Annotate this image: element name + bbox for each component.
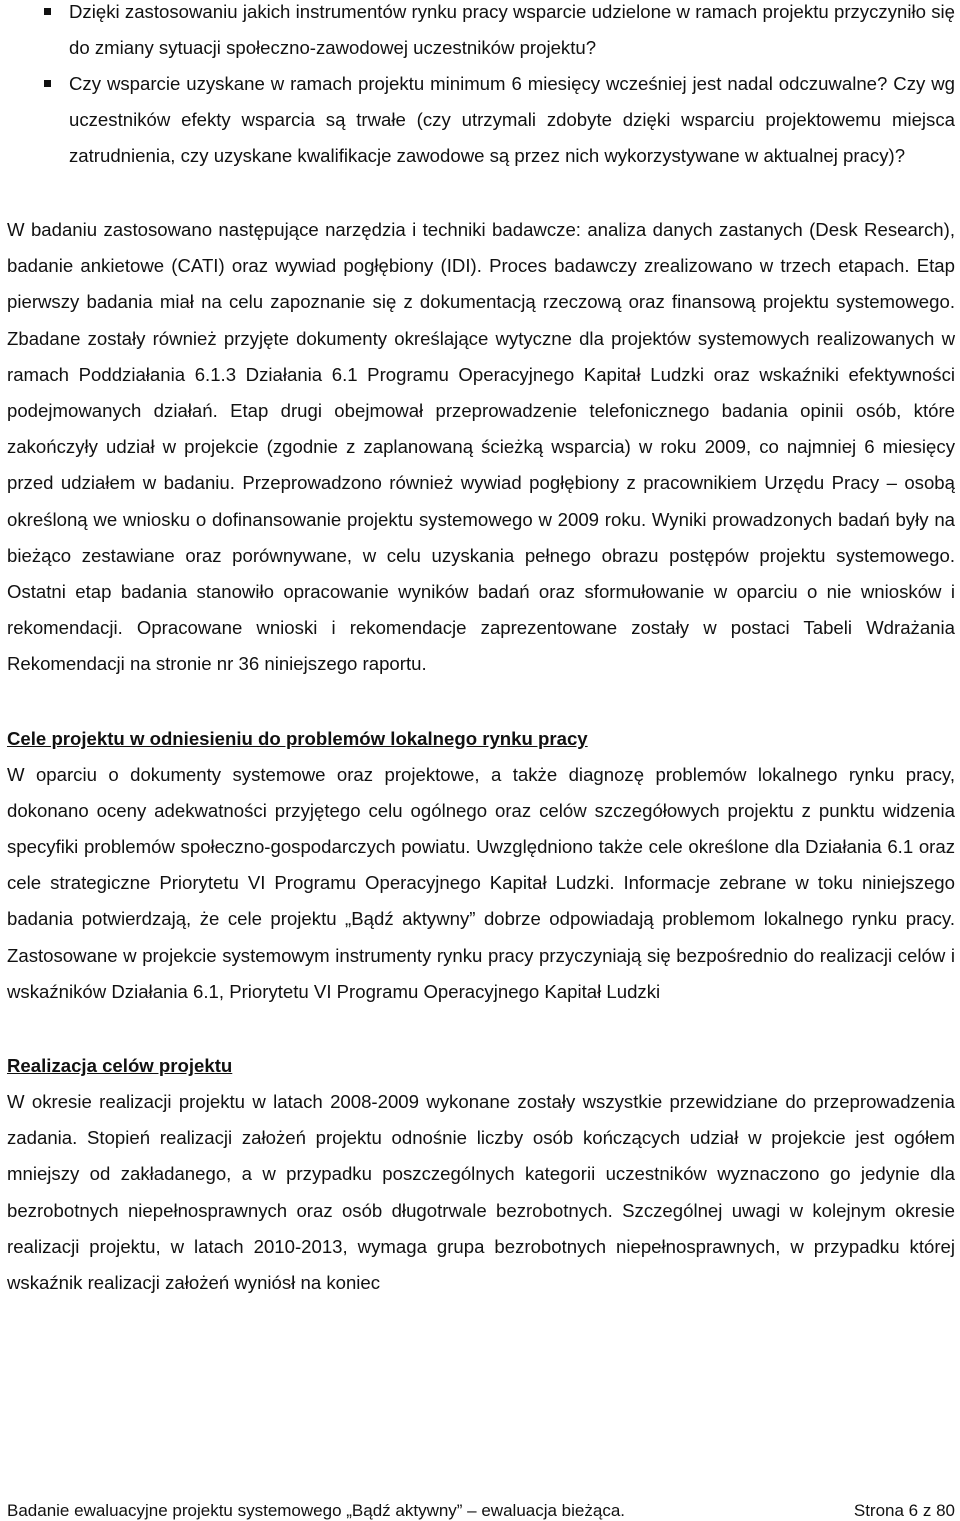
list-item — [7, 0, 955, 66]
page-content — [7, 0, 955, 1301]
methodology-paragraph: W badaniu zastosowano następujące narzędzia i techniki badawcze: analiza danych zastanych (Desk Research), badanie ankietowe (CATI) oraz wywiad pogłębiony (IDI). Proces badawczy zrealizowano w trzech etapach. Etap pierwszy badania miał na celu zapoznanie się z dokumentacją rzeczową oraz finansową projektu systemowego. Zbadane zostały również przyjęte dokumenty określające wytyczne dla projektów systemowych realizowanych w ramach Poddziałania 6.1.3 Działania 6.1 Programu Operacyjnego Kapitał Ludzki oraz wskaźniki efektywności podejmowanych działań. Etap drugi obejmował przeprowadzenie telefonicznego badania opinii osób, które zakończyły udział w projekcie (zgodnie z zaplanowaną ścieżką wsparcia) w roku 2009, co najmniej 6 miesięcy przed udziałem w badaniu. Przeprowadzono również wywiad pogłębiony z pracownikiem Urzędu Pracy – osobą określoną we wniosku o dofinansowanie projektu systemowego w 2009 roku. Wyniki prowadzonych badań były na bieżąco zestawiane oraz porównywane, w celu uzyskania pełnego obrazu postępów projektu systemowego. Ostatni etap badania stanowiło opracowanie wyników badań oraz sformułowanie w oparciu o nie wniosków i rekomendacji. Opracowane wnioski i rekomendacje zaprezentowane zostały w postaci Tabeli Wdrażania Rekomendacji na stronie nr 36 niniejszego raportu. — [7, 219, 955, 675]
section-heading-goals: Cele projektu w odniesieniu do problemów lokalnego rynku pracy — [7, 727, 588, 749]
question-list — [7, 0, 955, 174]
section-heading-realization: Realizacja celów projektu — [7, 1055, 233, 1077]
footer-title: Badanie ewaluacyjne projektu systemowego „Bądź aktywny” – ewaluacja bieżąca. — [7, 1501, 626, 1520]
page-number: Strona 6 z 80 — [853, 1501, 955, 1520]
realization-paragraph: W okresie realizacji projektu w latach 2008-2009 wykonane zostały wszystkie przewidziane do przeprowadzenia zadania. Stopień realizacji założeń projektu odnośnie liczby osób kończących udział w projekcie jest ogółem mniejszy od zakładanego, a w przypadku poszczególnych kategorii uczestników wyznaczono go jedynie dla bezrobotnych niepełnosprawnych oraz osób długotrwale bezrobotnych. Szczególnej uwagi w kolejnym okresie realizacji projektu, w latach 2010-2013, wymaga grupa bezrobotnych niepełnosprawnych, w przypadku której wskaźnik realizacji założeń wyniósł na koniec — [7, 1091, 955, 1294]
list-item-text: Dzięki zastosowaniu jakich instrumentów rynku pracy wsparcie udzielone w ramach projektu przyczyniło się do zmiany sytuacji społeczno-zawodowej uczestników projektu? — [69, 1, 955, 58]
square-bullet-icon — [44, 8, 51, 15]
goals-paragraph: W oparciu o dokumenty systemowe oraz projektowe, a także diagnozę problemów lokalnego rynku pracy, dokonano oceny adekwatności przyjętego celu ogólnego oraz celów szczegółowych projektu z punktu widzenia specyfiki problemów społeczno-gospodarczych powiatu. Uwzględniono także cele określone dla Działania 6.1 oraz cele strategiczne Priorytetu VI Programu Operacyjnego Kapitał Ludzki. Informacje zebrane w toku niniejszego badania potwierdzają, że cele projektu „Bądź aktywny” dobrze odpowiadają problemom lokalnego rynku pracy. Zastosowane w projekcie systemowym instrumenty rynku pracy przyczyniają się bezpośrednio do realizacji celów i wskaźników Działania 6.1, Priorytetu VI Programu Operacyjnego Kapitał Ludzki — [7, 763, 955, 1002]
square-bullet-icon — [44, 80, 51, 87]
list-item — [7, 66, 955, 174]
page-footer — [7, 1501, 955, 1521]
list-item-text: Czy wsparcie uzyskane w ramach projektu minimum 6 miesięcy wcześniej jest nadal odczuwalne? Czy wg uczestników efekty wsparcia są trwałe (czy utrzymali zdobyte dzięki wsparciu projektowemu miejsca zatrudnienia, czy uzyskane kwalifikacje zawodowe są przez nich wykorzystywane w aktualnej pracy)? — [69, 73, 955, 166]
